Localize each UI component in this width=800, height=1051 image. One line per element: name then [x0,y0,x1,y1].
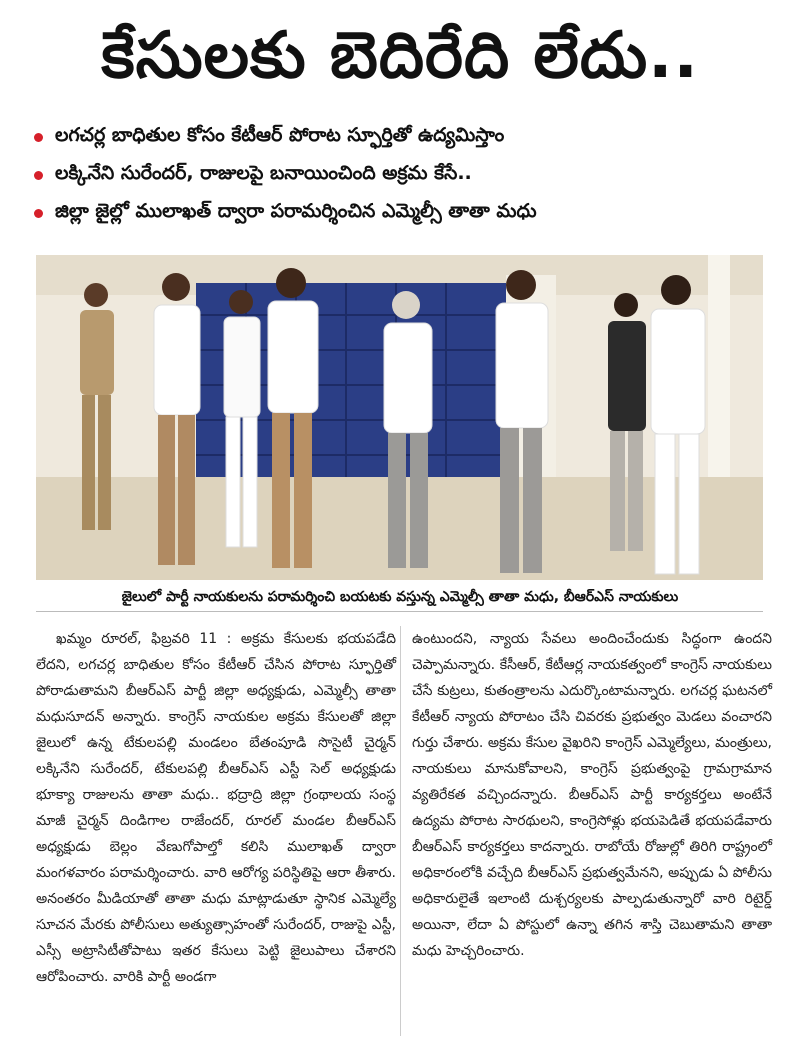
headline: కేసులకు బెదిరేది లేదు.. [101,19,699,93]
bullet-dot-icon [34,209,43,218]
caption-divider [36,611,763,612]
bullet-text: లగచర్ల బాధితుల కోసం కేటీఆర్ పోరాట స్ఫూర్తితో ఉద్యమిస్తాం [55,123,505,146]
bullet-dot-icon [34,133,43,142]
bullet-item [28,194,788,232]
bullet-dot-icon [34,171,43,180]
bullet-text: లక్కినేని సురేందర్, రాజులపై బనాయించింది అక్రమ కేసే.. [55,161,472,184]
article-column-left [36,626,396,990]
column-divider [400,626,401,1036]
bullet-text: జిల్లా జైల్లో ములాఖత్ ద్వారా పరామర్శించిన ఎమ్మెల్సీ తాతా మధు [55,199,537,222]
photo-caption: జైలులో పార్టీ నాయకులను పరామర్శించి బయటకు వస్తున్న ఎమ్మెల్సీ తాతా మధు, బీఆర్ఎస్ నాయకులు [121,589,679,605]
bullet-item [28,118,788,156]
article-paragraph: ఉంటుందని, న్యాయ సేవలు అందించేందుకు సిద్ధంగా ఉందని చెప్పామన్నారు. కేసీఆర్, కేటీఆర్ల నాయకత్వంలో కాంగ్రెస్ నాయకులు చేసే కుట్రలు, కుతంత్రాలను ఎదుర్కొంటామన్నారు. లగచర్ల ఘటనలో కేటీఆర్ న్యాయ పోరాటం చేసి చివరకు ప్రభుత్వం మెడలు వంచారని గుర్తు చేశారు. అక్రమ కేసుల వైఖరిని కాంగ్రెస్ ఎమ్మెల్యేలు, మంత్రులు, నాయకులు మానుకోవాలని, కాంగ్రెస్ ప్రభుత్వంపై గ్రామగ్రామాన వ్యతిరేకత వచ్చిందన్నారు. బీఆర్ఎస్ పార్టీ కార్యకర్తలు అంటేనే ఉద్యమ పోరాట సారథులని, కాంగ్రెసోళ్లు భయపెడితే భయపడేవారు బీఆర్ఎస్ కార్యకర్తలు కాదన్నారు. రాబోయే రోజుల్లో తిరిగి రాష్ట్రంలో అధికారంలోకి వచ్చేది బీఆర్ఎస్ ప్రభుత్వమేనని, అప్పుడు ఏ పోలీసు అధికారులైతే ఇలాంటి దుశ్చర్యలకు పాల్పడుతున్నారో వారి రిటైర్డ్ అయినా, లేదా ఏ పోస్టులో ఉన్నా తగిన శాస్తి చెబుతామని తాతా మధు హెచ్చరించారు. [412,631,772,959]
article-column-right [412,626,772,964]
bullet-item [28,156,788,194]
article-paragraph: ఖమ్మం రూరల్, ఫిబ్రవరి 11 : అక్రమ కేసులకు భయపడేది లేదని, లగచర్ల బాధితుల కోసం కేటీఆర్ చేసిన పోరాట స్ఫూర్తితో పోరాడుతామని బీఆర్ఎస్ పార్టీ జిల్లా అధ్యక్షుడు, ఎమ్మెల్సీ తాతా మధుసూదన్ అన్నారు. కాంగ్రెస్ నాయకుల అక్రమ కేసులతో జిల్లా జైలులో ఉన్న టేకులపల్లి మండలం బేతంపూడి సొసైటీ చైర్మన్ లక్కినేని సురేందర్, టేకులపల్లి బీఆర్ఎస్ ఎస్టీ సెల్ అధ్యక్షుడు భూక్యా రాజులను తాతా మధు.. భద్రాద్రి జిల్లా గ్రంథాలయ సంస్థ మాజీ చైర్మన్ దిండిగాల రాజేందర్, రూరల్ మండల బీఆర్ఎస్ అధ్యక్షుడు బెల్లం వేణుగోపాల్తో కలిసి ములాఖత్ ద్వారా మంగళవారం పరామర్శించారు. వారి ఆరోగ్య పరిస్థితిపై ఆరా తీశారు. అనంతరం మీడియాతో తాతా మధు మాట్లాడుతూ స్థానిక ఎమ్మెల్యే సూచన మేరకు పోలీసులు అత్యుత్సాహంతో సురేందర్, రాజుపై ఎస్టీ, ఎస్సీ అట్రాసిటీతోపాటు ఇతర కేసులు పెట్టి జైలుపాలు చేశారని ఆరోపించారు. వారికి పార్టీ అండగా [36,631,396,985]
bullet-list [28,118,788,232]
news-photo [36,255,763,580]
